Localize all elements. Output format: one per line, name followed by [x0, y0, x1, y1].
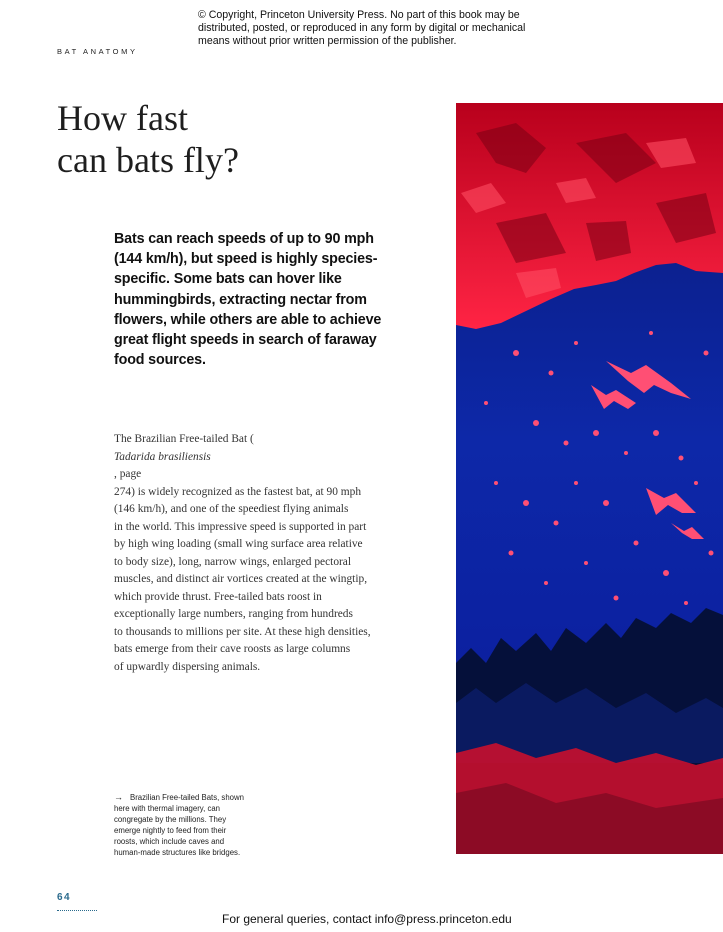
section-label: BAT ANATOMY: [57, 47, 138, 56]
lead-line: great flight speeds in search of faraway: [114, 332, 377, 349]
body-line: to body size), long, narrow wings, enlarged pectoral: [114, 555, 352, 568]
photo-caption: [114, 792, 274, 858]
lead-line: Bats can reach speeds of up to 90 mph: [114, 231, 374, 247]
body-line: 274) is widely recognized as the fastest bat, at 90 mph: [114, 485, 362, 498]
caption-line: here with thermal imagery, can: [114, 803, 221, 813]
page-number-rule: [57, 910, 97, 911]
body-line: muscles, and distinct air vortices created at the wingtip,: [114, 573, 368, 585]
footer-contact: For general queries, contact info@press.princeton.edu: [222, 912, 512, 926]
body-line: in the world. This impressive speed is supported in part: [114, 520, 367, 533]
copyright-line: means without prior written permission of the publisher.: [198, 35, 457, 47]
body-line: (146 km/h), and one of the speediest flying animals: [114, 503, 349, 515]
body-line: by high wing loading (small wing surface area relative: [114, 538, 363, 550]
lead-line: hummingbirds, extracting nectar from: [114, 291, 367, 308]
body-text: , page: [114, 468, 142, 480]
thermal-image: [456, 103, 723, 854]
caption-line: congregate by the millions. They: [114, 814, 227, 824]
body-line: to thousands to millions per site. At these high densities,: [114, 625, 371, 638]
species-name: Tadarida brasiliensis: [114, 450, 211, 463]
copyright-line: © Copyright, Princeton University Press. No part of this book may be: [198, 9, 520, 21]
lead-line: specific. Some bats can hover like: [114, 271, 342, 288]
body-text: The Brazilian Free-tailed Bat (: [114, 433, 254, 445]
thermal-bats-photo: [456, 103, 723, 854]
caption-line: [114, 792, 274, 804]
body-line: of upwardly dispersing animals.: [114, 660, 261, 673]
lead-line: flowers, while others are able to achieve: [114, 311, 382, 328]
lead-line: food sources.: [114, 352, 206, 369]
page-title: [57, 97, 239, 181]
caption-line: human-made structures like bridges.: [114, 847, 241, 857]
body-paragraph: [114, 431, 389, 676]
caption-line: emerge nightly to feed from their: [114, 825, 227, 835]
caption-text: Brazilian Free-tailed Bats, shown: [130, 793, 244, 802]
title-line: How fast: [57, 98, 188, 138]
title-line: can bats fly?: [57, 140, 239, 180]
lead-line: (144 km/h), but speed is highly species-: [114, 251, 378, 268]
body-line: [114, 431, 389, 484]
body-line: bats emerge from their cave roosts as large columns: [114, 643, 351, 655]
copyright-line: distributed, posted, or reproduced in any form by digital or mechanical: [198, 22, 526, 34]
caption-line: roosts, which include caves and: [114, 836, 225, 846]
lead-paragraph: [114, 229, 389, 370]
arrow-right-icon: →: [114, 792, 123, 802]
copyright-notice: [198, 9, 538, 48]
body-line: which provide thrust. Free-tailed bats roost in: [114, 590, 322, 603]
body-line: exceptionally large numbers, ranging from hundreds: [114, 608, 353, 620]
page-number: 64: [57, 892, 71, 903]
